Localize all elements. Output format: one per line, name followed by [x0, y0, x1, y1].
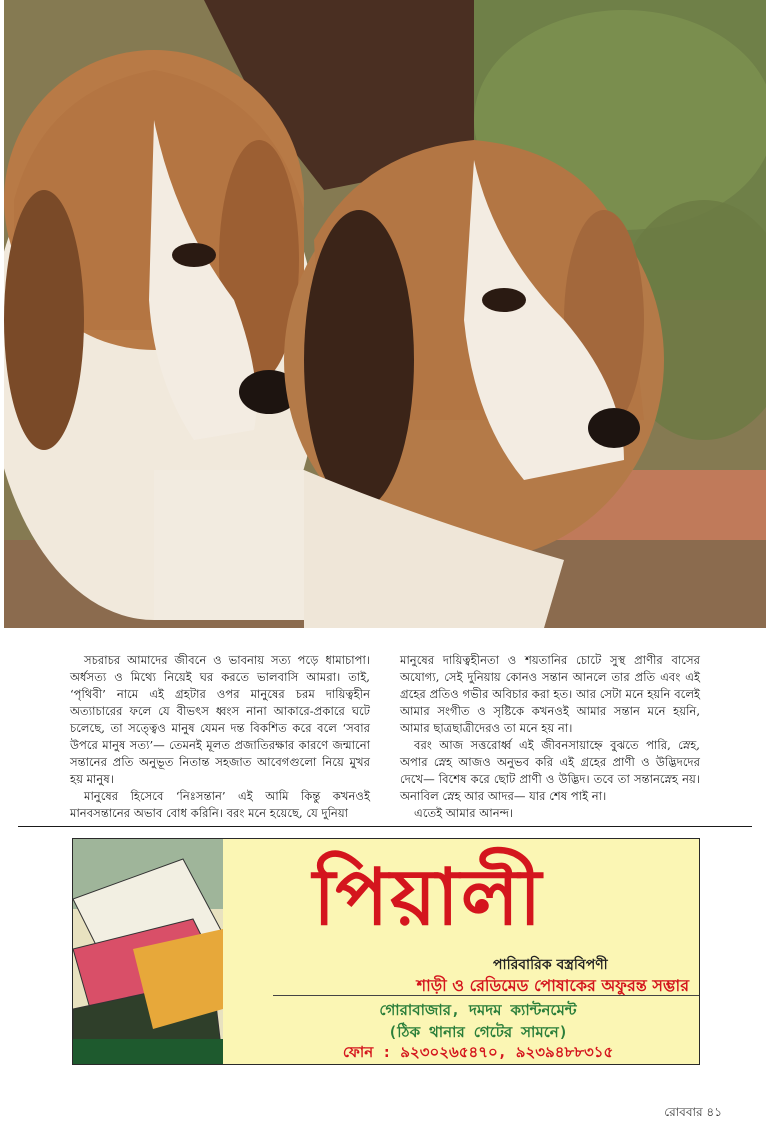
- ad-divider: [273, 995, 699, 996]
- shop-address: [263, 999, 693, 1043]
- article-paragraph: বরং আজ সত্তরোর্ধ্ব এই জীবনসায়াহ্নে বুঝতে পারি, স্নেহ, অপার স্নেহ আজও অনুভব করি এই গ্রহের প্রাণী ও উদ্ভিদদের দেখে— বিশেষ করে ছোট প্রাণী ও উদ্ভিদ। তবে তা সন্তানস্নেহ নয়। অনাবিল স্নেহ আর আদর— যার শেষ পাই না।: [400, 738, 700, 803]
- page-footer: রোববার ৪১: [664, 1105, 722, 1119]
- article-paragraph: মানুষের হিসেবে ‘নিঃসন্তান’ এই আমি কিন্তু কখনওই মানবসন্তানের অভাব বোধ করিনি। বরং মনে হয়েছে, যে দুনিয়া: [70, 789, 370, 820]
- article-paragraph: এতেই আমার আনন্দ।: [414, 806, 514, 820]
- shop-phone: ফোন : ৯২৩০২৬৫৪৭০, ৯২৩৯৪৮৮৩১৫: [342, 1043, 614, 1061]
- article-column-right: [400, 652, 700, 822]
- article-paragraph: সচরাচর আমাদের জীবনে ও ভাবনায় সত্য পড়ে ধামাচাপা। অর্ধসত্য ও মিথ্যে নিয়েই ঘর করতে ভালবাসি আমরা। তাই, ‘পৃথিবী’ নামে এই গ্রহটার ওপর মানুষের চরম দায়িত্বহীন অত্যাচারের ফলে যে বীভৎস ধ্বংস নানা আকারে-প্রকারে ঘটে চলেছে, তা সত্ত্বেও মানুষ যেমন দন্ত বিকশিত করে বলে ‘সবার উপরে মানুষ সত্য’— তেমনই মূলত প্রজাতিরক্ষার কারণে জন্মানো সন্তানের প্রতি অনুভূত নিতান্ত সহজাত আবেগগুলো নিয়ে মুখর হয় মানুষ।: [70, 653, 370, 786]
- shop-tagline: শাড়ী ও রেডিমেড পোষাকের অফুরন্ত সম্ভার: [416, 976, 689, 995]
- article-text: [70, 652, 710, 822]
- advertisement: [72, 838, 700, 1065]
- shop-subtitle: পারিবারিক বস্ত্রবিপণী: [493, 957, 608, 973]
- puppies-illustration: [4, 0, 766, 628]
- shop-name: পিয়ালী: [313, 853, 544, 943]
- beagle-puppies-photo: [4, 0, 766, 628]
- shop-address-line: গোরাবাজার, দমদম ক্যান্টনমেন্ট: [379, 1001, 577, 1019]
- article-paragraph: মানুষের দায়িত্বহীনতা ও শয়তানির চোটে সুস্থ প্রাণীর বাসের অযোগ্য, সেই দুনিয়ায় কোনও সন্তান আনলে তার প্রতি এবং এই গ্রহের প্রতিও গভীর অবিচার করা হত। আর সেটা মনে হয়নি বলেই আমার সংগীত ও সৃষ্টিকে কখনওই আমার সন্তান মনে হয়নি, আমার ছাত্রছাত্রীদেরও তা মনে হয় না।: [400, 653, 700, 735]
- shop-address-line: (ঠিক থানার গেটের সামনে): [388, 1023, 568, 1041]
- books-collage-image: [73, 839, 223, 1064]
- section-divider: [18, 826, 752, 827]
- article-column-left: [70, 652, 370, 822]
